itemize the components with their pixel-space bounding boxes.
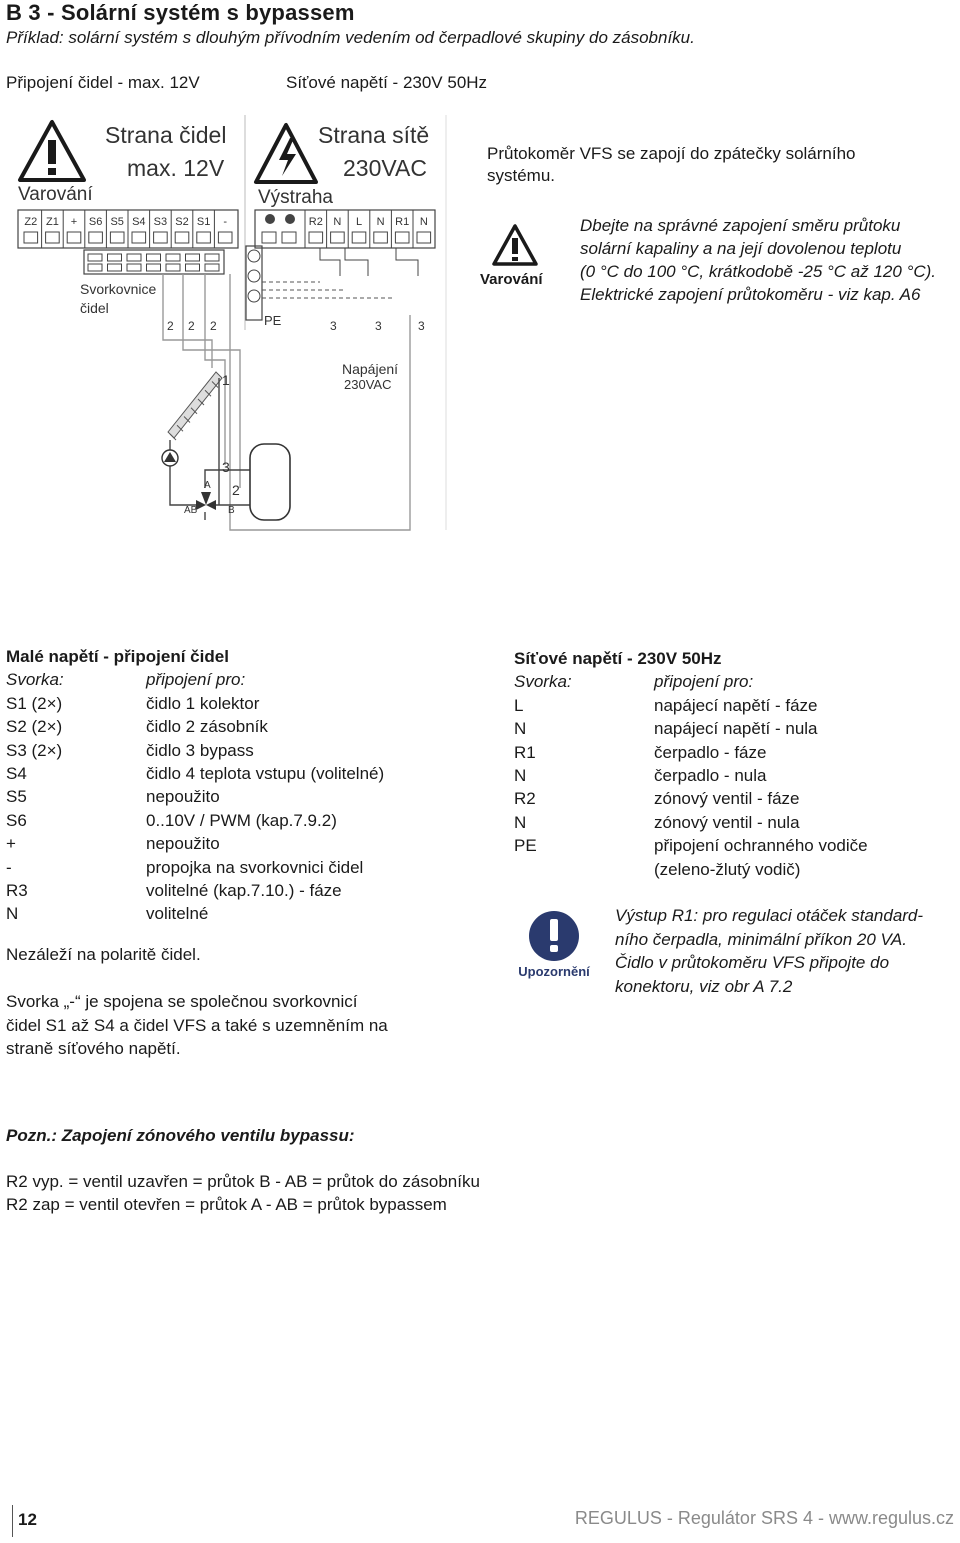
notice-line: Výstup R1: pro regulaci otáček standard- [615,906,924,925]
row-terminal: - [6,857,12,877]
sensor-connection-header: Připojení čidel - max. 12V [6,73,200,92]
remark-line: R2 zap = ventil otevřen = průtok A - AB = průtok bypassem [6,1195,447,1215]
page-title: B 3 - Solární systém s bypassem [6,0,355,25]
sensor-terminal-block [84,250,224,274]
flowmeter-note: Průtokoměr VFS se zapojí do zpátečky solárního systému. [487,144,856,185]
wire-count-r1: 3 [418,319,425,333]
terminal-screw [417,232,431,243]
page-number: 12 [18,1510,37,1529]
terminal-label-mains: L [355,216,363,228]
row-description: nepoužito [146,787,220,807]
row-terminal: N [514,765,527,785]
terminal-screw [154,232,168,243]
terminal-label-low: S6 [88,216,103,228]
terminal-label-low: Z2 [24,216,38,228]
row-description: čidlo 2 zásobník [146,717,268,737]
valve-port-a: A [204,480,211,491]
terminal-block-label-1: Svorkovnice [80,281,157,297]
valve-port-b: B [228,505,235,516]
terminal-label-low: S4 [132,216,146,228]
footer-divider [12,1505,13,1537]
low-voltage-terminal-strip [18,210,238,248]
row-terminal: R1 [514,742,536,762]
table-row [514,694,954,717]
wire-count-s3: 2 [210,319,217,333]
row-description: připojení ochranného vodiče [654,836,868,856]
col-connection: připojení pro: [146,670,246,690]
terminal-note-line: straně síťového napětí. [6,1038,181,1058]
wire-count-l: 3 [375,319,382,333]
row-description: napájecí napětí - fáze [654,695,818,715]
supply-voltage: 230VAC [344,377,392,392]
terminal-label-low: - [223,216,228,228]
sensor-number-2: 2 [232,482,240,498]
row-terminal: R2 [514,789,536,809]
row-terminal: R3 [6,880,28,900]
col-terminal: Svorka: [514,672,572,692]
warning-line: Elektrické zapojení průtokoměru - viz kap. A6 [580,285,921,304]
page-subtitle: Příklad: solární systém s dlouhým přívodním vedením od čerpadlové skupiny do zásobníku. [6,28,695,47]
terminal-label-mains: N [419,216,428,228]
sensor-number-3: 3 [222,459,230,475]
row-terminal: N [514,719,527,739]
pe-label: PE [264,313,282,328]
row-description: 0..10V / PWM (kap.7.9.2) [146,810,337,830]
low-voltage-col-headers [6,668,466,691]
valve-port-ab: AB [184,505,198,516]
row-description: čerpadlo - nula [654,765,767,785]
row-description: čerpadlo - fáze [654,742,767,762]
notice-label: Upozornění [518,964,590,979]
terminal-label-low: Z1 [45,216,59,228]
table-row [514,858,954,881]
notice-line: ního čerpadla, minimální příkon 20 VA. [615,929,907,949]
terminal-screw [309,232,323,243]
row-terminal: + [6,834,16,854]
terminal-label-low: S3 [153,216,168,228]
mains-col-headers [514,670,954,693]
terminal-label-mains: R2 [308,216,323,228]
terminal-screw [132,232,146,243]
notice-line: konektoru, viz obr A 7.2 [615,976,793,996]
table-row [514,764,954,787]
table-row [6,692,466,715]
warning-triangle-icon [20,122,84,180]
row-terminal: N [6,904,19,924]
table-row [514,717,954,740]
mains-heading: Síťové napětí - 230V 50Hz [514,649,722,668]
polarity-note: Nezáleží na polaritě čidel. [6,944,201,964]
high-voltage-icon [256,125,316,182]
row-description: čidlo 1 kolektor [146,693,260,713]
wiring-diagram [0,112,450,532]
warning-icon [480,222,550,278]
row-description: propojka na svorkovnici čidel [146,857,364,877]
terminal-screw [395,232,409,243]
storage-tank-icon [250,444,290,520]
solar-collector [168,372,222,440]
warning-note [580,214,936,306]
warning-line: (0 °C do 100 °C, krátkodobě -25 °C až 120 °C). [580,262,937,281]
row-description: čidlo 4 teplota vstupu (volitelné) [146,763,385,783]
terminal-label-low: S1 [196,216,211,228]
col-terminal: Svorka: [6,670,64,690]
table-row [6,832,466,855]
table-row [6,856,466,879]
remark-line: R2 vyp. = ventil uzavřen = průtok B - AB = průtok do zásobníku [6,1172,480,1191]
row-description: napájecí napětí - nula [654,719,818,739]
low-voltage-section [6,645,466,1060]
notice-line: Čidlo v průtokoměru VFS připojte do [615,953,890,972]
table-row [6,715,466,738]
warning-note-label: Varování [480,271,543,288]
footer-product: REGULUS - Regulátor SRS 4 - www.regulus.cz [574,1508,954,1528]
table-row [514,741,954,764]
mains-section [514,647,954,881]
row-description: zónový ventil - fáze [654,789,800,809]
row-terminal: N [514,812,527,832]
row-description: volitelné [146,904,209,924]
terminal-screw [24,232,38,243]
mains-side-title: Strana sítě [318,122,430,148]
pump-icon [162,450,178,466]
terminal-label-mains: N [376,216,385,228]
terminal-label-mains: N [333,216,342,228]
notice-text [615,904,923,998]
row-terminal: S5 [6,787,27,807]
terminal-note-line: čidel S1 až S4 a čidel VFS a také s uzemněním na [6,1015,388,1035]
mains-terminal-strip [255,210,435,248]
table-row [514,787,954,810]
row-description: zónový ventil - nula [654,812,800,832]
row-terminal: PE [514,836,537,856]
wire-count-s2: 2 [188,319,195,333]
warning-line: Dbejte na správné zapojení směru průtoku [580,216,901,235]
row-terminal: S4 [6,763,27,783]
mains-side-voltage: 230VAC [343,155,427,181]
row-terminal: S6 [6,810,27,830]
col-connection: připojení pro: [654,672,754,692]
wire-count-r2: 3 [330,319,337,333]
terminal-label-mains: R1 [395,216,410,228]
terminal-screw [352,232,366,243]
mains-voltage-header: Síťové napětí - 230V 50Hz [286,73,488,92]
table-row [6,762,466,785]
row-description: čidlo 3 bypass [146,740,254,760]
table-row [6,785,466,808]
sensor-side-voltage: max. 12V [127,155,225,181]
terminal-note-line: Svorka „-“ je spojena se společnou svorkovnicí [6,992,358,1012]
table-row [6,739,466,762]
terminal-label-low: S2 [175,216,189,228]
terminal-label-low: + [70,216,78,228]
row-terminal: S1 (2×) [6,693,63,713]
pe-terminals [246,246,262,320]
remark-text [6,1170,480,1217]
row-terminal: S3 (2×) [6,740,63,760]
row-description: (zeleno-žlutý vodič) [654,859,801,879]
sensor-number-1: 1 [222,372,230,388]
table-row [514,811,954,834]
row-description: nepoužito [146,834,220,854]
terminal-screw [175,232,189,243]
caution-label: Výstraha [258,187,333,208]
three-way-valve-icon [196,492,216,510]
warning-label: Varování [18,184,93,205]
row-description: volitelné (kap.7.10.) - fáze [146,880,342,900]
remark-heading: Pozn.: Zapojení zónového ventilu bypassu: [6,1126,355,1145]
terminal-screw [67,232,81,243]
table-row [6,809,466,832]
terminal-screw [46,232,60,243]
wire-count-s1: 2 [167,319,174,333]
terminal-screw [197,232,211,243]
row-terminal: L [514,695,524,715]
terminal-label-low: S5 [110,216,124,228]
row-terminal: S2 (2×) [6,717,63,737]
terminal-screw [331,232,345,243]
low-voltage-heading: Malé napětí - připojení čidel [6,647,229,666]
terminal-screw [110,232,124,243]
terminal-block-label-2: čidel [80,300,109,316]
terminal-screw [374,232,388,243]
supply-label: Napájení [342,361,399,377]
table-row [6,902,466,925]
table-row [514,834,954,857]
terminal-screw [89,232,103,243]
terminal-note [6,990,466,1060]
sensor-side-title: Strana čidel [105,122,227,148]
terminal-screw [218,232,232,243]
warning-line: solární kapaliny a na její dovolenou teplotu [580,239,902,258]
table-row [6,879,466,902]
